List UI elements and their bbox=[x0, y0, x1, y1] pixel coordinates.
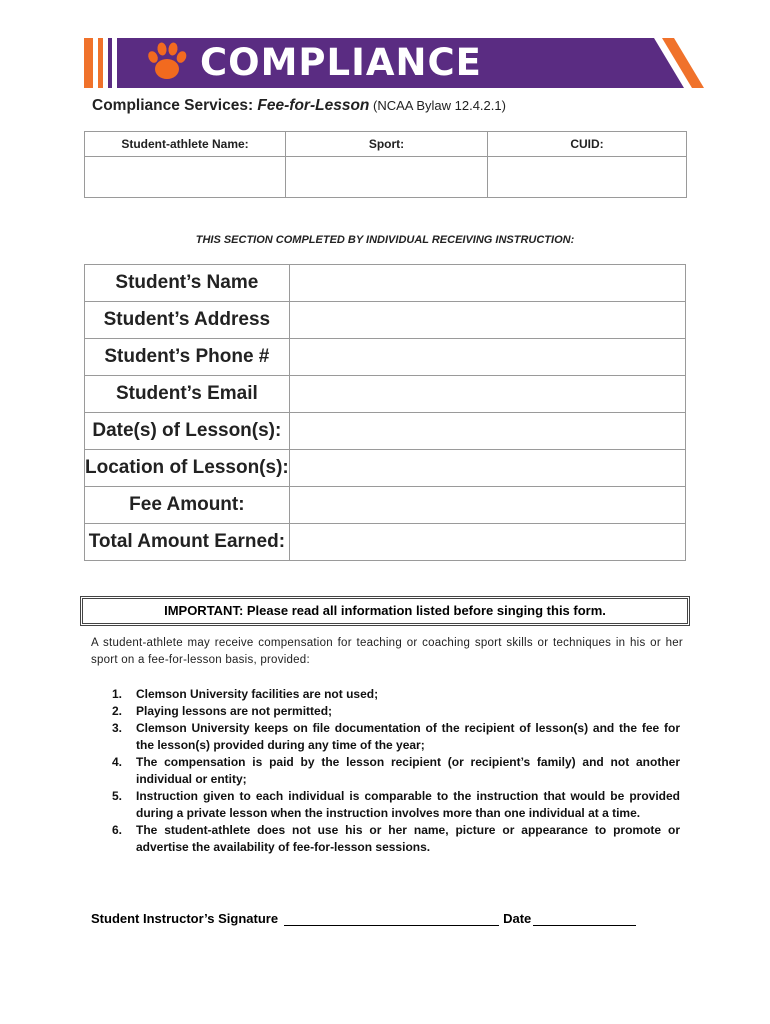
field-label: Date(s) of Lesson(s): bbox=[85, 413, 290, 450]
table-row bbox=[85, 376, 686, 413]
header-athlete-name: Student-athlete Name: bbox=[85, 132, 286, 157]
rule-text: Clemson University facilities are not used; bbox=[136, 687, 379, 701]
field-label: Location of Lesson(s): bbox=[85, 450, 290, 487]
list-item bbox=[108, 686, 680, 703]
cuid-field[interactable] bbox=[488, 157, 687, 198]
title-emphasis: Fee-for-Lesson bbox=[257, 97, 370, 114]
rule-text: Instruction given to each individual is comparable to the instruction that would be provided during a private lesson when the instruction involves more than one individual at a time. bbox=[136, 789, 680, 820]
table-row bbox=[85, 413, 686, 450]
field-label: Student’s Email bbox=[85, 376, 290, 413]
lesson-location-field[interactable] bbox=[289, 450, 685, 487]
field-label: Fee Amount: bbox=[85, 487, 290, 524]
student-email-field[interactable] bbox=[289, 376, 685, 413]
signature-field[interactable] bbox=[284, 911, 499, 926]
rule-text: Playing lessons are not permitted; bbox=[136, 704, 333, 718]
signature-label: Student Instructor’s Signature bbox=[91, 911, 279, 926]
table-row bbox=[85, 302, 686, 339]
rules-list bbox=[108, 686, 680, 856]
student-details-table bbox=[84, 264, 686, 561]
lesson-dates-field[interactable] bbox=[289, 413, 685, 450]
table-row bbox=[85, 265, 686, 302]
student-name-field[interactable] bbox=[289, 265, 685, 302]
header-sport: Sport: bbox=[286, 132, 488, 157]
rule-number: 4. bbox=[112, 755, 123, 769]
athlete-name-field[interactable] bbox=[85, 157, 286, 198]
rule-number: 3. bbox=[112, 721, 123, 735]
fee-amount-field[interactable] bbox=[289, 487, 685, 524]
rule-number: 5. bbox=[112, 789, 123, 803]
tiger-paw-icon bbox=[146, 41, 188, 83]
total-earned-field[interactable] bbox=[289, 524, 685, 561]
student-address-field[interactable] bbox=[289, 302, 685, 339]
section-note: THIS SECTION COMPLETED BY INDIVIDUAL RECEIVING INSTRUCTION: bbox=[195, 234, 575, 246]
intro-paragraph: A student-athlete may receive compensation for teaching or coaching sport skills or techniques in his or her sport on a fee-for-lesson basis, provided: bbox=[91, 637, 683, 666]
rule-number: 1. bbox=[112, 687, 123, 701]
table-row bbox=[85, 524, 686, 561]
field-label: Total Amount Earned: bbox=[85, 524, 290, 561]
date-label: Date bbox=[503, 911, 532, 926]
table-row bbox=[85, 450, 686, 487]
rule-text: The compensation is paid by the lesson recipient (or recipient’s family) and not another individual or entity; bbox=[136, 755, 680, 786]
list-item bbox=[108, 788, 680, 822]
list-item bbox=[108, 703, 680, 720]
date-field[interactable] bbox=[533, 911, 636, 926]
field-label: Student’s Address bbox=[85, 302, 290, 339]
table-row bbox=[85, 487, 686, 524]
list-item bbox=[108, 822, 680, 856]
student-phone-field[interactable] bbox=[289, 339, 685, 376]
signature-row bbox=[91, 911, 636, 926]
field-label: Student’s Name bbox=[85, 265, 290, 302]
title-prefix: Compliance Services: bbox=[92, 97, 258, 114]
list-item bbox=[108, 754, 680, 788]
rule-number: 6. bbox=[112, 823, 123, 837]
field-label: Student’s Phone # bbox=[85, 339, 290, 376]
list-item bbox=[108, 720, 680, 754]
rule-number: 2. bbox=[112, 704, 123, 718]
athlete-info-table bbox=[84, 131, 687, 198]
page-title bbox=[92, 97, 506, 115]
sport-field[interactable] bbox=[286, 157, 488, 198]
compliance-banner bbox=[84, 38, 704, 88]
title-bylaw: (NCAA Bylaw 12.4.2.1) bbox=[369, 98, 506, 113]
rule-text: Clemson University keeps on file documentation of the recipient of lesson(s) and the fee for the lesson(s) provided during any time of the year; bbox=[136, 721, 680, 752]
important-notice: IMPORTANT: Please read all information listed before singing this form. bbox=[80, 596, 690, 626]
header-cuid: CUID: bbox=[488, 132, 687, 157]
table-row bbox=[85, 339, 686, 376]
rule-text: The student-athlete does not use his or her name, picture or appearance to promote or advertise the availability of fee-for-lesson sessions. bbox=[136, 823, 680, 854]
banner-title: COMPLIANCE bbox=[200, 41, 482, 84]
